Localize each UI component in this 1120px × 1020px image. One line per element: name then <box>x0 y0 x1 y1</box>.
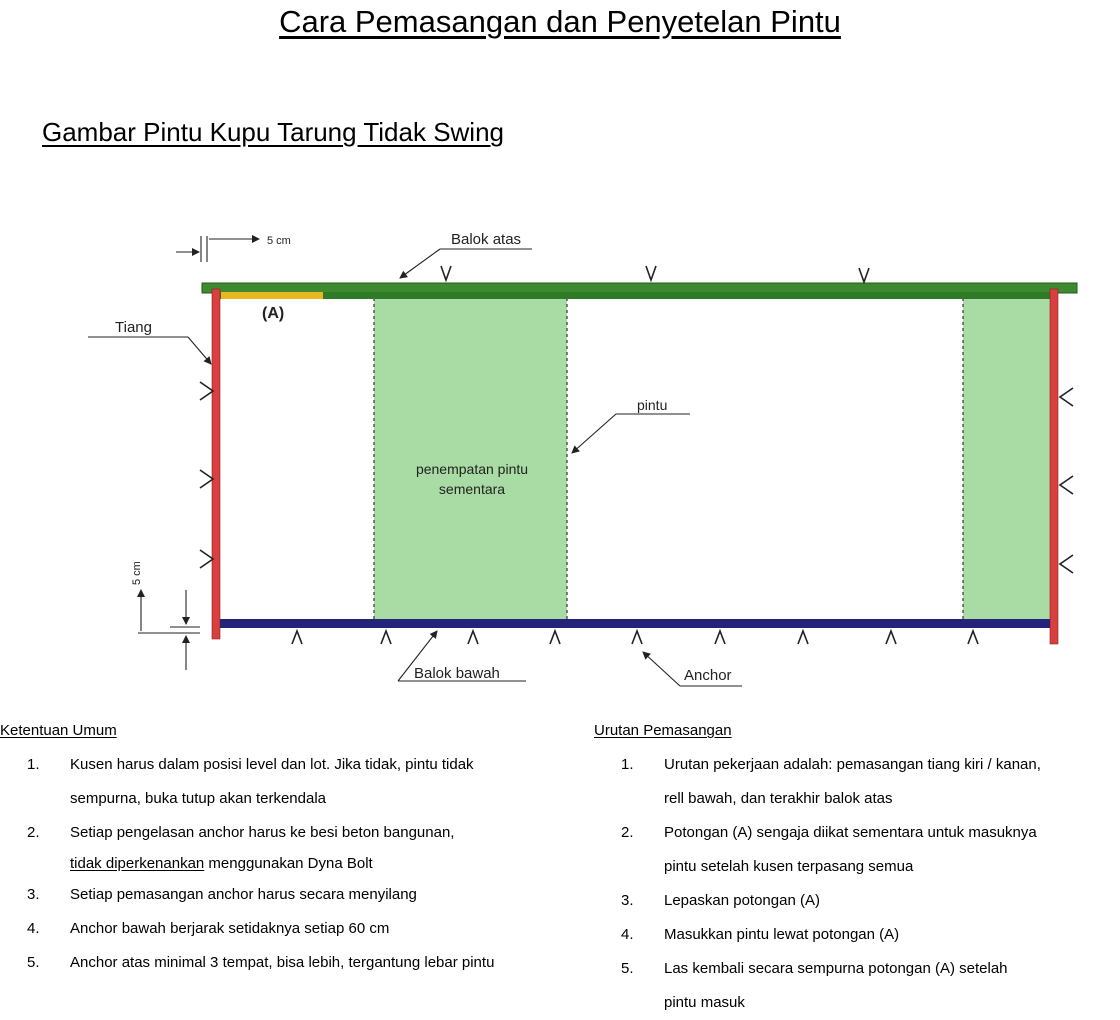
temp-placement-label-1: penempatan pintu <box>415 461 529 477</box>
list-item <box>594 952 1114 1020</box>
temporary-door-panel <box>374 298 567 620</box>
top-beam-arrow <box>400 249 440 278</box>
list-text: Masukkan pintu lewat potongan (A) <box>664 926 900 943</box>
list-number: 3. <box>621 892 634 909</box>
underlined-text: tidak diperkenankan <box>70 855 205 872</box>
right-anchor-icon <box>1060 555 1073 573</box>
right-door-panel <box>963 298 1051 620</box>
bottom-anchor-icon <box>292 631 302 644</box>
diagram-subtitle: Gambar Pintu Kupu Tarung Tidak Swing <box>42 117 505 147</box>
post-label: Tiang <box>115 319 152 336</box>
top-anchor-icon <box>441 266 451 280</box>
bottom-beam <box>220 619 1050 628</box>
list-text: Kusen harus dalam posisi level dan lot. Jika tidak, pintu tidak <box>70 756 474 773</box>
list-text: Potongan (A) sengaja diikat sementara untuk masuknya <box>664 824 1037 841</box>
list-item <box>0 878 560 912</box>
list-number: 4. <box>27 920 40 937</box>
list-number: 5. <box>621 960 634 977</box>
anchor-arrow <box>643 652 680 686</box>
bottom-anchor-icon <box>968 631 978 644</box>
list-text: rell bawah, dan terakhir balok atas <box>664 790 893 807</box>
bottom-anchor-icon <box>632 631 642 644</box>
list-item <box>594 748 1114 816</box>
bottom-anchor-icon <box>886 631 896 644</box>
top-dimension-label: 5 cm <box>267 235 291 247</box>
side-dimension <box>138 590 200 670</box>
right-post <box>1050 289 1058 644</box>
bottom-anchor-icon <box>798 631 808 644</box>
list-item <box>0 748 560 816</box>
temp-placement-label-2: sementara <box>438 481 506 497</box>
piece-a-label: (A) <box>262 305 285 322</box>
list-text: Las kembali secara sempurna potongan (A) setelah <box>664 960 1008 977</box>
bottom-anchor-icon <box>468 631 478 644</box>
side-dimension-label: 5 cm <box>131 561 143 585</box>
top-anchor-icon <box>859 268 869 282</box>
left-anchor-icon <box>200 550 213 568</box>
door-label: pintu <box>637 397 668 413</box>
list-text: Lepaskan potongan (A) <box>664 892 820 909</box>
post-arrow <box>188 337 211 364</box>
top-beam <box>202 283 1077 293</box>
list-number: 4. <box>621 926 634 943</box>
list-text: sempurna, buka tutup akan terkendala <box>70 790 327 807</box>
bottom-anchor-icon <box>381 631 391 644</box>
installation-order-list <box>594 748 1114 1020</box>
list-text: Setiap pemasangan anchor harus secara menyilang <box>70 886 417 903</box>
top-anchor-icon <box>646 266 656 280</box>
general-rules-heading: Ketentuan Umum <box>0 722 117 739</box>
left-anchor-icon <box>200 382 213 400</box>
list-text: Urutan pekerjaan adalah: pemasangan tiang kiri / kanan, <box>664 756 1041 773</box>
list-item <box>0 816 560 878</box>
anchor-label: Anchor <box>684 667 732 684</box>
list-number: 1. <box>621 756 634 773</box>
list-text: Anchor atas minimal 3 tempat, bisa lebih, tergantung lebar pintu <box>70 954 495 971</box>
bottom-anchors <box>292 631 978 644</box>
right-anchor-icon <box>1060 388 1073 406</box>
piece-a <box>221 292 323 299</box>
page-title: Cara Pemasangan dan Penyetelan Pintu <box>279 4 841 39</box>
list-text: pintu masuk <box>664 994 745 1011</box>
list-text: Setiap pengelasan anchor harus ke besi beton bangunan, <box>70 824 455 841</box>
top-dimension <box>176 236 259 262</box>
top-beam-label: Balok atas <box>451 231 522 248</box>
list-text: pintu setelah kusen terpasang semua <box>664 858 914 875</box>
door-arrow <box>572 414 616 453</box>
list-number: 2. <box>27 824 40 841</box>
list-item <box>594 884 1114 918</box>
list-number: 2. <box>621 824 634 841</box>
general-rules-list <box>0 748 560 980</box>
list-number: 5. <box>27 954 40 971</box>
list-text: Anchor bawah berjarak setidaknya setiap 60 cm <box>70 920 390 937</box>
list-item <box>0 912 560 946</box>
list-text <box>70 850 560 878</box>
left-anchor-icon <box>200 470 213 488</box>
left-post <box>212 289 220 639</box>
bottom-anchor-icon <box>550 631 560 644</box>
list-number: 3. <box>27 886 40 903</box>
list-item <box>0 946 560 980</box>
top-beam-lower <box>220 292 1056 299</box>
list-number: 1. <box>27 756 40 773</box>
bottom-beam-label: Balok bawah <box>414 665 500 682</box>
list-text-rest: menggunakan Dyna Bolt <box>204 855 373 872</box>
installation-order-heading: Urutan Pemasangan <box>594 722 732 739</box>
bottom-anchor-icon <box>715 631 725 644</box>
list-item <box>594 918 1114 952</box>
list-item <box>594 816 1114 884</box>
right-anchor-icon <box>1060 476 1073 494</box>
